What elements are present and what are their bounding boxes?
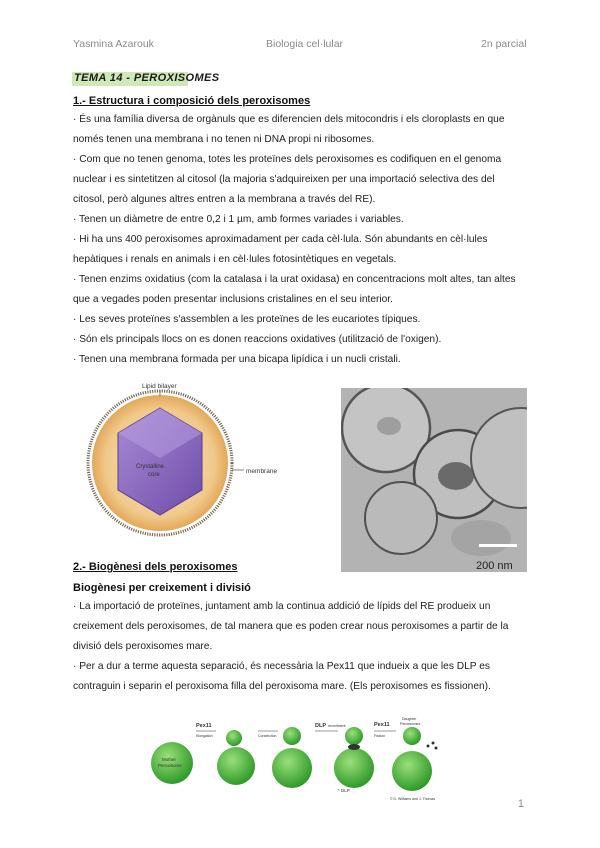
daughter-label-1: Daughter [402, 717, 417, 721]
paragraph: · Per a dur a terme aquesta separació, és necessària la Pex11 que indueix a que les DLP es contraguin i separin el peroxisoma filla del peroxisoma mare. (Els peroxisomes es fissionen). [73, 661, 491, 692]
paragraph: · La importació de proteïnes, juntament amb la continua addició de lípids del RE produeix un creixement dels peroxisomes, de tal manera que es poden crear nous peroxisomes a partir de la divisió dels peroxisomes mare. [73, 601, 509, 652]
scale-bar [479, 544, 517, 547]
elongation-label: Elongation [196, 734, 213, 738]
dlp-label: DLP [315, 723, 326, 729]
lipid-bilayer-label: Lipid bilayer [142, 383, 177, 390]
recruitment-label: recruitment [328, 724, 346, 728]
peroxisome-diagram [78, 378, 300, 540]
pex11-label-a: Pex11 [196, 723, 212, 729]
paragraph: · Hi ha uns 400 peroxisomes aproximadament per cada cèl·lula. Són abundants en cèl·lules hepàtiques i renals en animals i en cèl·lules fotosintètiques en vegetals. [73, 234, 488, 265]
section2-heading: 2.- Biogènesi dels peroxisomes [73, 561, 238, 573]
paragraph: · Tenen enzims oxidatius (com la catalasa i la urat oxidasa) en concentracions molt altes, tan altes que a vegades poden presentar inclusions cristalines en el seu interior. [73, 274, 516, 305]
mother-label-2: Peroxisome [158, 763, 182, 768]
page-number: 1 [517, 798, 524, 810]
pex11-label-b: Pex11 [374, 722, 390, 728]
header-exam: 2n parcial [481, 38, 527, 50]
paragraph: · Les seves proteïnes s'assemblen a les proteïnes de les eucariotes típiques. [73, 314, 421, 325]
topic-title: TEMA 14 - PEROXISOMES [74, 72, 220, 84]
figure-credit: © D. Williams and J. Thomas [390, 797, 436, 801]
paragraph: · Són els principals llocs on es donen reaccions oxidatives (utilització de l'oxigen). [73, 334, 442, 345]
section1-body [73, 110, 528, 370]
core-label-2: core [148, 472, 160, 478]
daughter-label-2: Peroxisomes [400, 722, 421, 726]
membrane-label: membrane [246, 468, 278, 475]
division-diagram [150, 716, 450, 804]
header-author: Yasmina Azarouk [73, 38, 154, 50]
section1-heading: 1.- Estructura i composició dels peroxisomes [73, 95, 311, 107]
dlp-legend: * DLP [338, 788, 350, 793]
section2-subheading: Biogènesi per creixement i divisió [73, 582, 251, 594]
section2-body [73, 597, 528, 697]
paragraph: · Tenen un diàmetre de entre 0,2 i 1 µm, amb formes variades i variables. [73, 214, 404, 225]
fission-label: Fission [374, 734, 386, 738]
electron-micrograph [341, 388, 527, 572]
paragraph: · És una família diversa de orgànuls que es diferencien dels mitocondris i els cloroplasts en que només tenen una membrana i no tenen ni DNA propi ni ribosomes. [73, 114, 505, 145]
mother-label-1: Mother [162, 757, 177, 762]
paragraph: · Com que no tenen genoma, totes les proteïnes dels peroxisomes es codifiquen en el genoma nuclear i es sintetitzen al citosol (la majoria s'adquireixen per una importació selectiva des del citosol, però algunes altres entren a la membrana a través del RE). [73, 154, 502, 205]
constriction-label: Constriction [258, 734, 277, 738]
scale-label: 200 nm [476, 560, 513, 572]
paragraph: · Tenen una membrana formada per una bicapa lipídica i un nucli cristali. [73, 354, 401, 365]
core-label-1: Crystalline [136, 464, 165, 470]
header-subject: Biologia cel·lular [266, 38, 344, 50]
